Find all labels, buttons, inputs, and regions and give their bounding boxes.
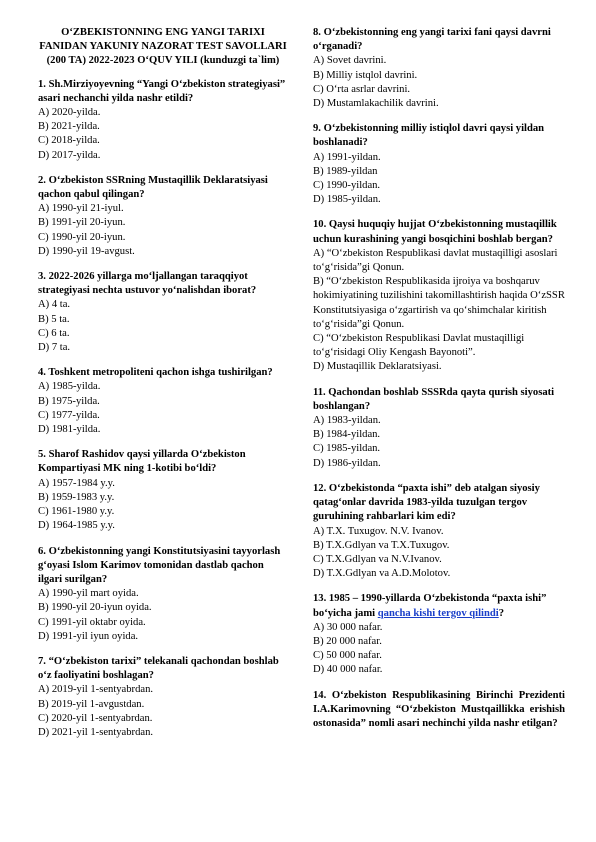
option-b: B) 2019-yil 1-avgustdan. — [38, 698, 145, 710]
question-text: 10. Qaysi huquqiy hujjat O‘zbekistonning mustaqillik uchun kurashining yangi bosqichini boshlab bergan? — [313, 219, 557, 245]
option-a: A) 1983-yildan. — [313, 415, 381, 427]
question-text: 14. O‘zbekiston Respublikasining Birinchi Prezidenti I.A.Karimovning “O‘zbekiston Mustqaillikka erishish ostonasida” nomli asari nechinchi yilda nashr etilgan? — [313, 689, 565, 729]
question-11 — [313, 386, 565, 471]
option-c: C) O‘rta asrlar davrini. — [313, 83, 411, 95]
question-text: 6. O‘zbekistonning yangi Konstitutsiyasini tayyorlash g‘oyasi Islom Karimov tomonidan dastlab qachon ilgari surilgan? — [38, 545, 281, 585]
option-b: B) 1984-yildan. — [313, 429, 381, 441]
option-b: B) 1991-yil 20-iyun. — [38, 217, 126, 229]
option-c: C) 50 000 nafar. — [313, 650, 382, 662]
option-b: B) 5 ta. — [38, 313, 70, 325]
option-b: B) Milliy istqlol davrini. — [313, 69, 418, 81]
question-text — [313, 592, 565, 620]
option-a: A) 1990-yil mart oyida. — [38, 588, 139, 600]
option-a: A) 2020-yilda. — [38, 107, 101, 119]
option-d: D) 2021-yil 1-sentyabrdan. — [38, 726, 154, 738]
question-hyperlink[interactable]: qancha kishi tergov qilindi — [377, 607, 499, 619]
option-d: D) T.X.Gdlyan va A.D.Molotov. — [313, 568, 451, 580]
option-d: D) 1991-yil iyun oyida. — [38, 630, 139, 642]
question-13 — [313, 592, 565, 677]
question-text: 7. “O‘zbekiston tarixi” telekanali qachondan boshlab o‘z faoliyatini boshlagan? — [38, 655, 279, 682]
question-4 — [38, 366, 288, 437]
question-8 — [313, 26, 565, 111]
option-a: A) 30 000 nafar. — [313, 621, 383, 633]
option-c: C) T.X.Gdlyan va N.V.Ivanov. — [313, 553, 442, 565]
question-10 — [313, 218, 565, 374]
option-b: B) T.X.Gdlyan va T.X.Tuxugov. — [313, 539, 450, 551]
document-title: O‘ZBEKISTONNING ENG YANGI TARIXI FANIDAN YAKUNIY NAZORAT TEST SAVOLLARI (200 TA) 2022-2023 O‘QUV YILI (kunduzgi ta`lim) — [39, 27, 287, 67]
option-a: A) Sovet davrini. — [313, 55, 387, 67]
option-d: D) 1964-1985 y.y. — [38, 520, 115, 532]
option-b: B) 20 000 nafar. — [313, 635, 382, 647]
option-b: B) 1959-1983 y.y. — [38, 491, 115, 503]
question-7 — [38, 655, 288, 740]
option-c: C) 1990-yil 20-iyun. — [38, 231, 126, 243]
option-b: B) 2021-yilda. — [38, 121, 100, 133]
question-1 — [38, 78, 288, 163]
option-c: C) “O‘zbekiston Respublikasi Davlat mustaqilligi to‘g‘risidagi Oliy Kengash Bayonoti”. — [313, 333, 525, 359]
question-text: 5. Sharof Rashidov qaysi yillarda O‘zbekiston Kompartiyasi MK ning 1-kotibi bo‘ldi? — [38, 449, 246, 475]
option-d: D) 7 ta. — [38, 342, 71, 354]
option-c: C) 1961-1980 y.y. — [38, 506, 115, 518]
option-b: B) 1990-yil 20-iyun oyida. — [38, 602, 152, 614]
question-text: 2. O‘zbekiston SSRning Mustaqillik Deklaratsiyasi qachon qabul qilingan? — [38, 174, 268, 201]
question-text: 12. O‘zbekistonda “paxta ishi” deb atalgan siyosiy qatag‘onlar davrida 1983-yilda tuzulgan tergov guruhining rahbarlari kim edi? — [313, 482, 540, 523]
option-c: C) 1977-yilda. — [38, 409, 100, 421]
question-12 — [313, 482, 565, 581]
option-b: B) 1975-yilda. — [38, 395, 100, 407]
question-2 — [38, 174, 288, 259]
option-c: C) 6 ta. — [38, 327, 70, 339]
right-column — [313, 26, 565, 742]
option-c: C) 2020-yil 1-sentyabrdan. — [38, 712, 153, 724]
option-a: A) T.X. Tuxugov. N.V. Ivanov. — [313, 525, 444, 537]
option-d: D) 2017-yilda. — [38, 149, 101, 161]
option-d: D) Mustamlakachilik davrini. — [313, 98, 439, 110]
option-c: C) 2018-yilda. — [38, 135, 100, 147]
option-d: D) 40 000 nafar. — [313, 664, 383, 676]
question-text: 9. O‘zbekistonning milliy istiqlol davri qaysi yildan boshlanadi? — [313, 123, 545, 149]
option-b: B) 1989-yildan — [313, 165, 378, 177]
option-d: D) 1981-yilda. — [38, 424, 101, 436]
option-a: A) 1990-yil 21-iyul. — [38, 203, 124, 215]
question-text: 4. Toshkent metropoliteni qachon ishga tushirilgan? — [38, 367, 273, 379]
question-text-start: 13. 1985 – 1990-yillarda O‘zbekistonda “paxta ishi” bo‘yicha jami — [313, 593, 547, 619]
question-6 — [38, 545, 288, 644]
question-text: 8. O‘zbekistonning eng yangi tarixi fani qaysi davrni o‘rganadi? — [313, 27, 551, 53]
option-c: C) 1985-yildan. — [313, 443, 381, 455]
option-a: A) “O‘zbekiston Respublikasi davlat mustaqilligi asoslari to‘g‘risida”gi Qonun. — [313, 247, 558, 274]
question-3 — [38, 270, 288, 355]
left-column — [38, 26, 288, 751]
option-a: A) 1991-yildan. — [313, 151, 381, 163]
question-9 — [313, 122, 565, 207]
question-14 — [313, 689, 565, 732]
option-a: A) 4 ta. — [38, 299, 71, 311]
option-d: D) 1985-yildan. — [313, 194, 381, 206]
option-a: A) 2019-yil 1-sentyabrdan. — [38, 684, 154, 696]
question-text: 1. Sh.Mirziyoyevning “Yangi O‘zbekiston strategiyasi” asari nechanchi yilda nashr etildi? — [38, 78, 286, 104]
option-d: D) Mustaqillik Deklaratsiyasi. — [313, 361, 442, 373]
question-text-end: ? — [498, 607, 505, 619]
option-a: A) 1985-yilda. — [38, 381, 101, 393]
question-text: 3. 2022-2026 yillarga mo‘ljallangan taraqqiyot strategiyasi nechta ustuvor yo‘nalishdan iborat? — [38, 271, 257, 297]
question-text: 11. Qachondan boshlab SSSRda qayta qurish siyosati boshlangan? — [313, 386, 555, 412]
option-b: B) “O‘zbekiston Respublikasida ijroiya va boshqaruv hokimiyatining tuzilishini takomillashtirish haqida O‘zSSR Konstitutsiyasiga o‘zgartirish va qo‘shimchalar kiritish to‘g‘risida”gi Qonun. — [313, 276, 565, 330]
option-d: D) 1990-yil 19-avgust. — [38, 245, 135, 257]
option-a: A) 1957-1984 y.y. — [38, 477, 115, 489]
question-5 — [38, 448, 288, 533]
option-c: C) 1991-yil oktabr oyida. — [38, 616, 146, 628]
option-c: C) 1990-yildan. — [313, 180, 381, 192]
option-d: D) 1986-yildan. — [313, 457, 381, 469]
